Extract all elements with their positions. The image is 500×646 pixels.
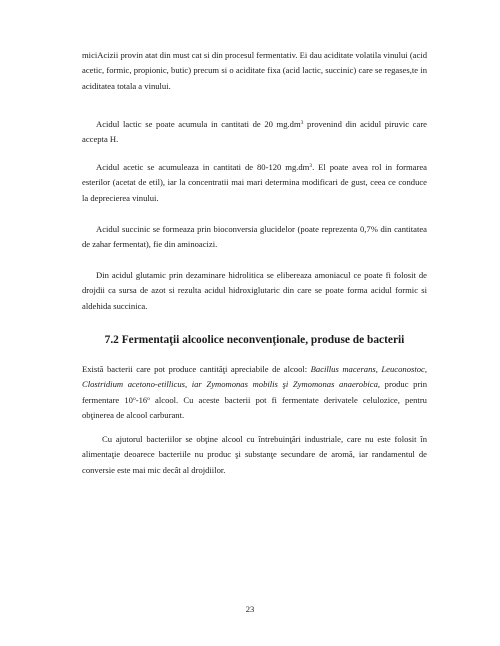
species-names: Bacillus macerans, Leuconostoc, Clostridium acetono-etillicus, iar Zymomonas mobilis şi Zymomonas anaerobica [82,364,427,390]
section-heading: 7.2 Fermentaţii alcoolice neconvenţionale, produse de bacterii [104,334,405,346]
text-segment: Acidul acetic se acumuleaza in cantitati de 80-120 mg.dm [96,162,310,172]
text-segment: . El poate avea rol in formarea esterilor (acetat de etil), iar la concentratii mai mari determina modificari de gust, ceea ce conduce la deprecierea vinului. [82,162,427,203]
text-segment: , produc prin fermentare 10 [82,379,427,405]
superscript: 3 [300,120,304,126]
text-segment: -16 [135,394,148,405]
text-segment: provenind din acidul piruvic care accepta H. [82,119,427,145]
paragraph-succinic-acid: Acidul succinic se formeaza prin bioconversia glucidelor (poate reprezenta 0,7% din cantitatea de zahar fermentat), fie din aminoacizi. [82,224,427,250]
superscript: 3 [309,163,313,169]
page-number: 23 [245,604,255,614]
text-segment: Există bacterii care pot produce cantităţi apreciabile de alcool: [82,364,311,374]
paragraph-industrial-alcohol: Cu ajutorul bacteriilor se obţine alcool cu întrebuinţări industriale, care nu este folosit în alimentaţie deoarece bacteriile nu produc şi substanţe secundare de aromă, iar randamentul de conversie este mai mic decât al drojdiilor. [82,434,427,475]
paragraph-acetic-acid [82,160,427,206]
text-segment: Acidul lactic se poate acumula in cantitati de 20 mg.dm [96,119,301,129]
paragraph-glutamic-acid: Din acidul glutamic prin dezaminare hidrolitica se elibereaza amoniacul ce poate fi folosit de drojdii ca sursa de azot si rezulta acidul hidroxiglutaric din care se poate forma acidul formic si aldehida succinica. [82,270,427,311]
paragraph-lactic-acid [82,117,427,148]
paragraph-acids-origin: miciAcizii provin atat din must cat si din procesul fermentativ. Ei dau aciditate volatila vinului (acid acetic, formic, propionic, butic) precum si o aciditate fixa (acid lactic, succinic) care se regases,te in aciditatea totala a vinului. [82,50,427,91]
superscript: o [132,395,136,402]
paragraph-bacteria-alcohol [82,362,427,423]
text-segment: alcool. Cu aceste bacterii pot fi fermentate derivatele celulozice, pentru obţinerea de alcool carburant. [82,394,427,420]
superscript: o [147,395,150,402]
